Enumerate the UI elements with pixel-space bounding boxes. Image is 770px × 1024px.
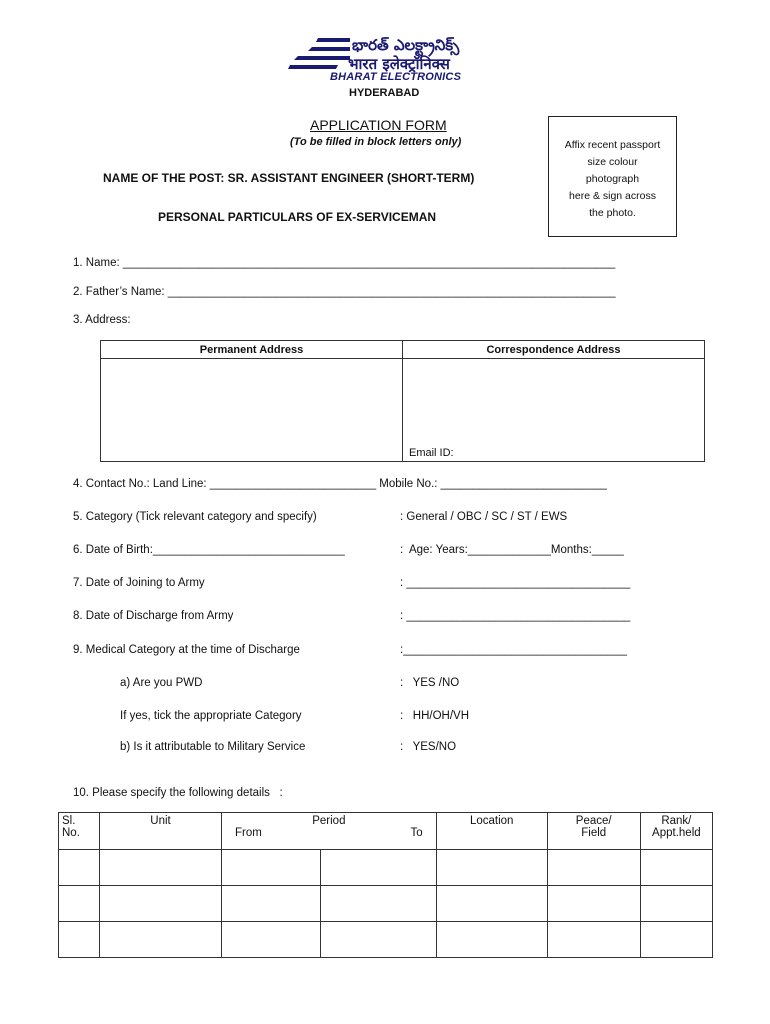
table-cell[interactable] bbox=[222, 886, 321, 922]
father-name-field[interactable]: 2. Father’s Name: ______________________________________________________________________ bbox=[73, 286, 616, 298]
dod-label: 8. Date of Discharge from Army bbox=[73, 610, 234, 622]
table-cell[interactable] bbox=[640, 850, 712, 886]
location-header: Location bbox=[436, 813, 547, 850]
category-label: 5. Category (Tick relevant category and specify) bbox=[73, 511, 317, 523]
photo-box[interactable] bbox=[548, 116, 677, 237]
table-cell[interactable] bbox=[321, 922, 437, 958]
attributable-options[interactable]: : YES/NO bbox=[400, 741, 457, 753]
photo-box-line: photograph bbox=[585, 173, 640, 185]
correspondence-address-cell[interactable] bbox=[403, 359, 705, 462]
medical-label: 9. Medical Category at the time of Discharge bbox=[73, 644, 300, 656]
service-details-table bbox=[58, 812, 713, 958]
form-title: APPLICATION FORM bbox=[310, 117, 447, 133]
post-name: NAME OF THE POST: SR. ASSISTANT ENGINEER (SHORT-TERM) bbox=[103, 171, 475, 185]
doj-label: 7. Date of Joining to Army bbox=[73, 577, 205, 589]
table-cell[interactable] bbox=[547, 922, 640, 958]
pwd-category-options[interactable]: : HH/OH/VH bbox=[400, 710, 470, 722]
to-header: To bbox=[410, 827, 423, 839]
org-name-telugu: భారత్ ఎలక్ట్రానిక్స్ bbox=[352, 36, 460, 54]
table-row bbox=[59, 850, 713, 886]
table-cell[interactable] bbox=[436, 850, 547, 886]
table-cell[interactable] bbox=[59, 886, 100, 922]
table-cell[interactable] bbox=[100, 922, 222, 958]
section-heading: PERSONAL PARTICULARS OF EX-SERVICEMAN bbox=[158, 210, 437, 224]
address-label: 3. Address: bbox=[73, 314, 131, 326]
dod-field[interactable]: : ___________________________________ bbox=[400, 610, 631, 622]
pwd-category-label: If yes, tick the appropriate Category bbox=[120, 710, 302, 722]
bel-logo-icon bbox=[288, 34, 350, 74]
rank-header: Rank/ Appt.held bbox=[640, 813, 712, 850]
pwd-label: a) Are you PWD bbox=[120, 677, 203, 689]
table-cell[interactable] bbox=[547, 850, 640, 886]
medical-field[interactable]: :___________________________________ bbox=[400, 644, 628, 656]
table-row bbox=[59, 922, 713, 958]
form-subtitle: (To be filled in block letters only) bbox=[290, 136, 462, 148]
org-name-english: BHARAT ELECTRONICS bbox=[330, 71, 462, 83]
correspondence-address-header: Correspondence Address bbox=[403, 341, 705, 359]
peace-field-header: Peace/ Field bbox=[547, 813, 640, 850]
age-field[interactable]: : Age: Years:_____________Months:_____ bbox=[400, 544, 624, 556]
photo-box-line: size colour bbox=[587, 156, 638, 168]
email-label: Email ID: bbox=[409, 447, 454, 459]
doj-field[interactable]: : ___________________________________ bbox=[400, 577, 631, 589]
table-cell[interactable] bbox=[100, 850, 222, 886]
table-row bbox=[59, 886, 713, 922]
period-header: Period From To bbox=[222, 813, 437, 850]
photo-box-line: the photo. bbox=[589, 207, 636, 219]
table-cell[interactable] bbox=[222, 922, 321, 958]
dob-field[interactable]: 6. Date of Birth:______________________________ bbox=[73, 544, 345, 556]
unit-header: Unit bbox=[100, 813, 222, 850]
table-cell[interactable] bbox=[436, 922, 547, 958]
table-cell[interactable] bbox=[640, 922, 712, 958]
permanent-address-header: Permanent Address bbox=[101, 341, 403, 359]
photo-box-line: Affix recent passport bbox=[564, 139, 661, 151]
details-label: 10. Please specify the following details : bbox=[73, 787, 283, 799]
org-name-hindi: भारत इलेक्ट्रॉनिक्स bbox=[348, 55, 450, 73]
contact-field[interactable]: 4. Contact No.: Land Line: __________________________ Mobile No.: __________________________ bbox=[73, 478, 607, 490]
table-cell[interactable] bbox=[59, 922, 100, 958]
sl-no-header: Sl. No. bbox=[59, 813, 100, 850]
table-cell[interactable] bbox=[59, 850, 100, 886]
name-field[interactable]: 1. Name: _____________________________________________________________________________ bbox=[73, 257, 616, 269]
org-city: HYDERABAD bbox=[349, 87, 420, 99]
table-cell[interactable] bbox=[222, 850, 321, 886]
table-cell[interactable] bbox=[436, 886, 547, 922]
table-cell[interactable] bbox=[547, 886, 640, 922]
attributable-label: b) Is it attributable to Military Service bbox=[120, 741, 306, 753]
pwd-options[interactable]: : YES /NO bbox=[400, 677, 460, 689]
photo-box-line: here & sign across bbox=[569, 190, 656, 202]
table-cell[interactable] bbox=[321, 850, 437, 886]
table-cell[interactable] bbox=[321, 886, 437, 922]
permanent-address-cell[interactable] bbox=[101, 359, 403, 462]
category-options[interactable]: : General / OBC / SC / ST / EWS bbox=[400, 511, 568, 523]
from-header: From bbox=[235, 827, 262, 839]
table-cell[interactable] bbox=[640, 886, 712, 922]
table-cell[interactable] bbox=[100, 886, 222, 922]
address-table bbox=[100, 340, 705, 462]
